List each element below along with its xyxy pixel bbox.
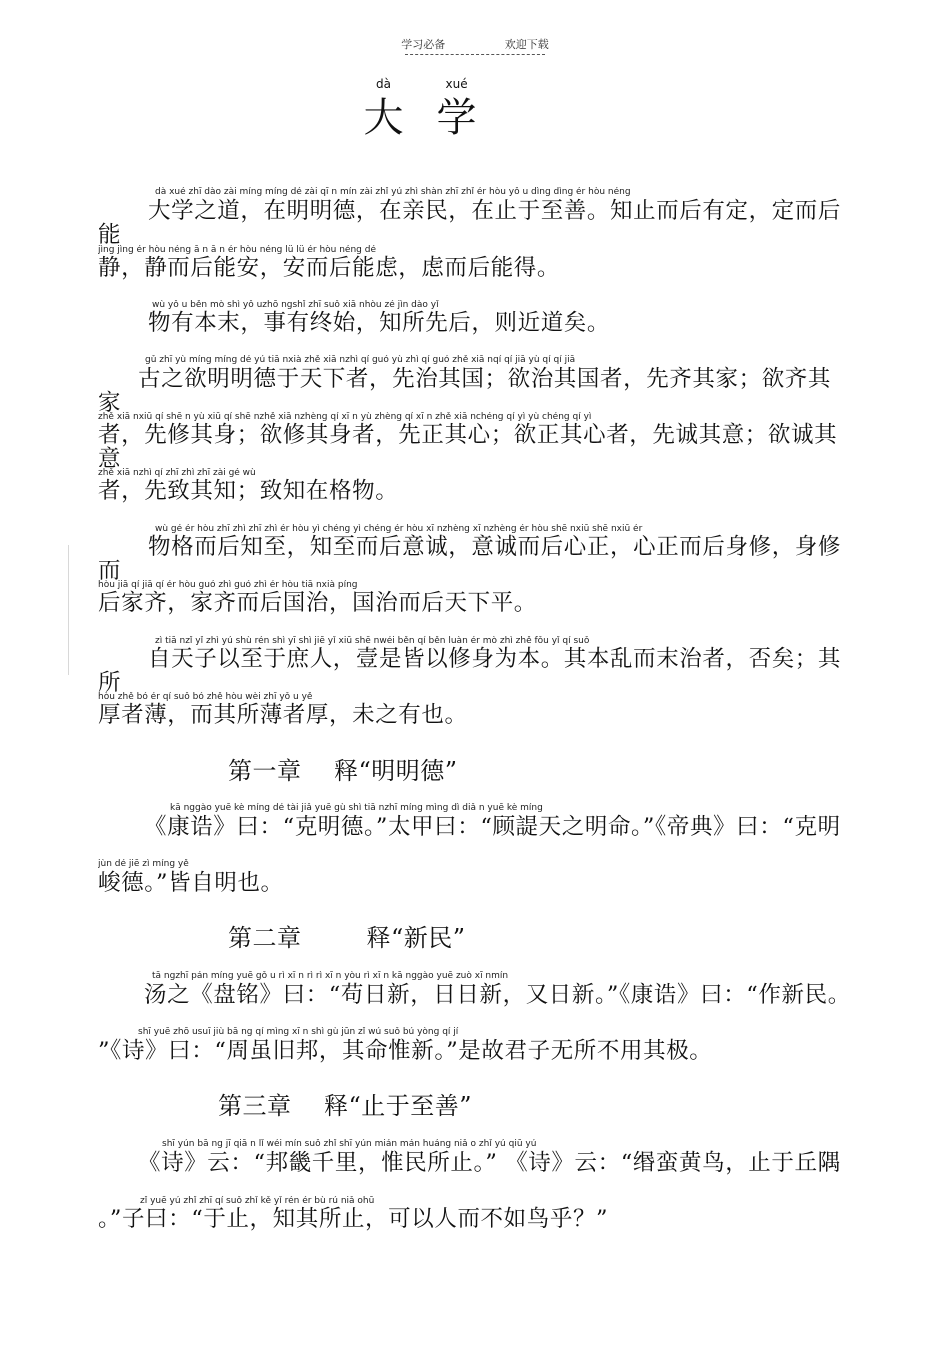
pinyin-line: wù gé ér hòu zhī zhì zhī zhì ér hòu yì chéng yì chéng ér hòu xī nzhèng xī nzhèng ér hòu shē nxiū shē nxiū ér bbox=[155, 524, 643, 534]
pinyin-line: zhě xiā nzhì qí zhī zhì zhī zài gé wù bbox=[98, 468, 256, 478]
pinyin-line: jìng jìng ér hòu néng ā n ā n ér hòu néng lǜ lǜ ér hòu néng dé bbox=[98, 245, 376, 255]
paragraph-line: 静，静而后能安，安而后能虑，虑而后能得。 bbox=[98, 255, 561, 281]
paragraph-line: 大学之道，在明明德，在亲民，在止于至善。知止而后有定，定而后能 bbox=[98, 198, 842, 248]
pinyin-line: shī yuē zhō usuī jiù bā ng qí mìng xī n shì gù jūn zǐ wú suǒ bú yòng qí jí bbox=[138, 1027, 459, 1037]
paragraph-line: 汤之《盘铭》曰：“苟日新，日日新，又日新。”《康诰》曰：“作新民。 bbox=[144, 982, 851, 1008]
paragraph-line: 后家齐，家齐而后国治，国治而后天下平。 bbox=[98, 590, 537, 616]
title-pinyin: xué bbox=[445, 77, 468, 91]
pinyin-line: wù yǒ u běn mò shì yǒ uzhō ngshǐ zhī suǒ xiā nhòu zé jìn dào yǐ bbox=[152, 300, 439, 310]
pinyin-line: kā nggào yuē kè míng dé tài jiǎ yuē gù shì tiā nzhī míng mìng dì diǎ n yuē kè míng bbox=[170, 803, 543, 813]
paragraph-line: 。”子曰：“于止，知其所止，可以人而不如鸟乎？” bbox=[98, 1206, 609, 1232]
pinyin-line: hòu jiā qí jiā qí ér hòu guó zhì guó zhì ér hòu tiā nxià píng bbox=[98, 580, 358, 590]
paragraph-line: 物格而后知至，知至而后意诚，意诚而后心正，心正而后身修，身修而 bbox=[98, 534, 842, 584]
paragraph-line: 《诗》云：“邦畿千里，惟民所止。” 《诗》云：“缗蛮黄鸟，止于丘隅 bbox=[138, 1150, 841, 1176]
paragraph-line: 厚者薄，而其所薄者厚，未之有也。 bbox=[98, 702, 468, 728]
paragraph-line: 物有本末，事有终始，知所先后，则近道矣。 bbox=[148, 310, 611, 336]
header-right: 欢迎下载 bbox=[504, 38, 549, 51]
page-title bbox=[0, 77, 840, 144]
page-header bbox=[0, 36, 950, 52]
paragraph-line: 古之欲明明德于天下者，先治其国；欲治其国者，先齐其家；欲齐其家 bbox=[98, 366, 832, 416]
pinyin-line: zǐ yuē yú zhǐ zhī qí suǒ zhǐ kě yǐ rén ér bù rú niǎ ohū bbox=[140, 1196, 375, 1206]
chapter-heading: 第二章 释“新民” bbox=[228, 924, 466, 952]
pinyin-line: dà xué zhī dào zài míng míng dé zài qī n mín zài zhǐ yú zhì shàn zhī zhǐ ér hòu yǒ u dìng dìng ér hòu néng bbox=[155, 187, 631, 197]
header-left: 学习必备 bbox=[401, 38, 446, 51]
paragraph-line: 者，先致其知；致知在格物。 bbox=[98, 478, 399, 504]
title-char: dà 大 bbox=[363, 77, 404, 141]
pinyin-line: zhě xiā nxiū qí shē n yù xiū qí shē nzhě xiā nzhèng qí xī n yù zhèng qí xī n zhě xiā nchéng qí yì yù chéng qí yì bbox=[98, 412, 592, 422]
paragraph-line: 《康诰》曰：“克明德。”太甲曰：“顾諟天之明命。”《帝典》曰：“克明 bbox=[144, 814, 841, 840]
pinyin-line: tā ngzhī pán míng yuē gǒ u rì xī n rì rì xī n yòu rì xī n kā nggào yuē zuò xī nmín bbox=[152, 971, 509, 981]
header-rule bbox=[405, 54, 545, 55]
paragraph-line: 者，先修其身；欲修其身者，先正其心；欲正其心者，先诚其意；欲诚其意 bbox=[98, 422, 838, 472]
pinyin-line: gǔ zhī yù míng míng dé yú tiā nxià zhě xiā nzhì qí guó yù zhì qí guó zhě xiā nqí qí jiā yù qí qí jiā bbox=[145, 355, 576, 365]
pinyin-line: zì tiā nzǐ yǐ zhì yú shù rén shì yī shì jiē yǐ xiū shē nwéi běn qí běn luàn ér mò zhì zhě fǒu yǐ qí suǒ bbox=[155, 636, 590, 646]
pinyin-line: shī yún bā ng jī qiā n lǐ wéi mín suǒ zhǐ shī yún mián mán huáng niǎ o zhǐ yú qiū yú bbox=[162, 1139, 537, 1149]
paragraph-line: ”《诗》曰：“周虽旧邦，其命惟新。”是故君子无所不用其极。 bbox=[98, 1038, 713, 1064]
title-pinyin: dà bbox=[375, 77, 391, 91]
pinyin-line: hòu zhě bó ér qí suǒ bó zhě hòu wèi zhī yǒ u yě bbox=[98, 692, 313, 702]
chapter-heading: 第一章 释“明明德” bbox=[228, 757, 458, 785]
title-char: xué 学 bbox=[436, 77, 477, 141]
pinyin-line: jùn dé jiē zì míng yě bbox=[98, 859, 189, 869]
paragraph-line: 峻德。”皆自明也。 bbox=[98, 870, 284, 896]
margin-line bbox=[68, 545, 69, 675]
chapter-heading: 第三章 释“止于至善” bbox=[218, 1092, 473, 1120]
paragraph-line: 自天子以至于庶人，壹是皆以修身为本。其本乱而末治者，否矣；其所 bbox=[98, 646, 842, 696]
